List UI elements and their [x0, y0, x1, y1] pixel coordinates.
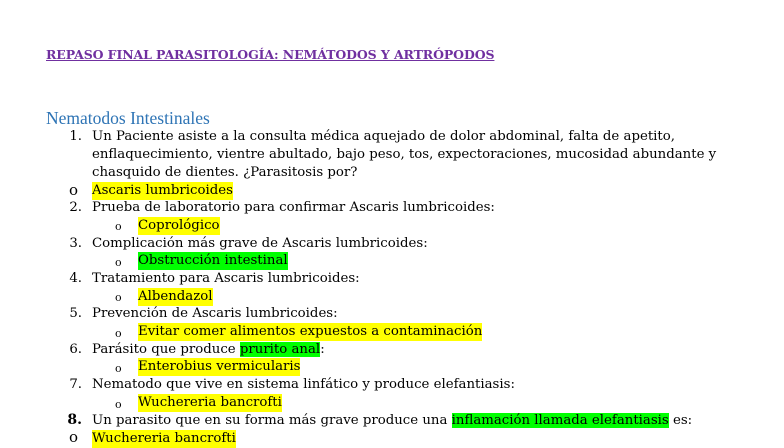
question-text: Prueba de laboratorio para confirmar Ascaris lumbricoides:	[92, 200, 495, 215]
question-number: 1.	[69, 129, 82, 144]
answer-highlight: Coprológico	[138, 218, 220, 233]
bullet-marker: o	[115, 398, 122, 411]
question-text	[92, 341, 325, 359]
question-text	[92, 412, 692, 430]
bullet-marker: o	[69, 428, 79, 446]
keyword-highlight: prurito anal	[239, 342, 321, 357]
bullet-marker: o	[115, 256, 122, 269]
keyword-highlight: inflamación llamada elefantiasis	[451, 413, 669, 428]
question-text: Prevención de Ascaris lumbricoides:	[92, 306, 338, 321]
question-text-part: Un parasito que en su forma más grave produce una	[92, 413, 452, 428]
bullet-marker: o	[115, 291, 122, 304]
bullet-marker: o	[69, 181, 79, 199]
answer-highlight: Albendazol	[138, 289, 213, 304]
answer-highlight: Ascaris lumbricoides	[92, 183, 233, 198]
question-number: 8.	[67, 412, 82, 428]
question-number: 4.	[69, 271, 82, 286]
answer-highlight: Enterobius vermicularis	[138, 359, 301, 374]
answer-highlight: Wuchereria bancrofti	[138, 395, 282, 410]
question-text: Tratamiento para Ascaris lumbricoides:	[92, 271, 360, 286]
question-number: 5.	[69, 306, 82, 321]
question-text-line: chasquido de dientes. ¿Parasitosis por?	[92, 165, 358, 180]
question-text-part: es:	[668, 413, 693, 428]
bullet-marker: o	[115, 220, 122, 233]
answer-highlight: Obstrucción intestinal	[138, 253, 288, 268]
bullet-marker: o	[115, 327, 122, 340]
section-heading: Nematodos Intestinales	[46, 108, 210, 128]
question-text-part: Parásito que produce	[92, 342, 240, 357]
answer-highlight: Wuchereria bancrofti	[92, 431, 236, 446]
answer-highlight: Evitar comer alimentos expuestos a contaminación	[138, 324, 483, 339]
question-number: 7.	[69, 377, 82, 392]
bullet-marker: o	[115, 362, 122, 375]
question-text-line: Un Paciente asiste a la consulta médica aquejado de dolor abdominal, falta de apetito,	[92, 129, 676, 144]
question-number: 3.	[69, 236, 82, 251]
question-text-part: :	[320, 342, 325, 357]
question-number: 6.	[69, 342, 82, 357]
document-title: REPASO FINAL PARASITOLOGÍA: NEMÁTODOS Y ARTRÓPODOS	[46, 47, 495, 62]
question-number: 2.	[69, 200, 82, 215]
question-text: Complicación más grave de Ascaris lumbricoides:	[92, 236, 428, 251]
question-text-line: enflaquecimiento, vientre abultado, bajo peso, tos, expectoraciones, mucosidad abundante y	[92, 147, 717, 162]
question-text: Nematodo que vive en sistema linfático y produce elefantiasis:	[92, 377, 515, 392]
